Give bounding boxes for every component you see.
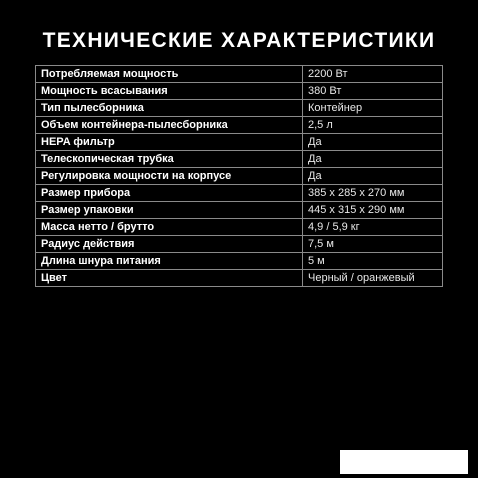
spec-label: Длина шнура питания (36, 253, 303, 270)
spec-label: HEPA фильтр (36, 134, 303, 151)
table-row (36, 100, 443, 117)
page-title: ТЕХНИЧЕСКИЕ ХАРАКТЕРИСТИКИ (42, 29, 436, 52)
spec-label: Цвет (36, 270, 303, 287)
spec-value: Да (303, 151, 443, 168)
table-row (36, 83, 443, 100)
spec-label: Размер упаковки (36, 202, 303, 219)
spec-value: 385 х 285 х 270 мм (303, 185, 443, 202)
table-row (36, 236, 443, 253)
table-row (36, 134, 443, 151)
table-row (36, 168, 443, 185)
spec-value: 2,5 л (303, 117, 443, 134)
spec-value: 445 х 315 х 290 мм (303, 202, 443, 219)
table-row (36, 117, 443, 134)
spec-value: 5 м (303, 253, 443, 270)
table-row (36, 66, 443, 83)
table-row (36, 202, 443, 219)
table-row (36, 270, 443, 287)
spec-label: Радиус действия (36, 236, 303, 253)
spec-label: Размер прибора (36, 185, 303, 202)
corner-block (340, 450, 468, 474)
spec-value: 7,5 м (303, 236, 443, 253)
spec-label: Телескопическая трубка (36, 151, 303, 168)
spec-value: 4,9 / 5,9 кг (303, 219, 443, 236)
spec-value: Да (303, 134, 443, 151)
spec-label: Тип пылесборника (36, 100, 303, 117)
spec-label: Потребляемая мощность (36, 66, 303, 83)
table-row (36, 185, 443, 202)
spec-label: Масса нетто / брутто (36, 219, 303, 236)
table-row (36, 253, 443, 270)
table-row (36, 219, 443, 236)
spec-label: Мощность всасывания (36, 83, 303, 100)
spec-value: Контейнер (303, 100, 443, 117)
spec-value: Да (303, 168, 443, 185)
table-row (36, 151, 443, 168)
spec-value: 2200 Вт (303, 66, 443, 83)
spec-label: Объем контейнера-пылесборника (36, 117, 303, 134)
spec-label: Регулировка мощности на корпусе (36, 168, 303, 185)
spec-value: Черный / оранжевый (303, 270, 443, 287)
spec-value: 380 Вт (303, 83, 443, 100)
specs-table (35, 65, 443, 287)
